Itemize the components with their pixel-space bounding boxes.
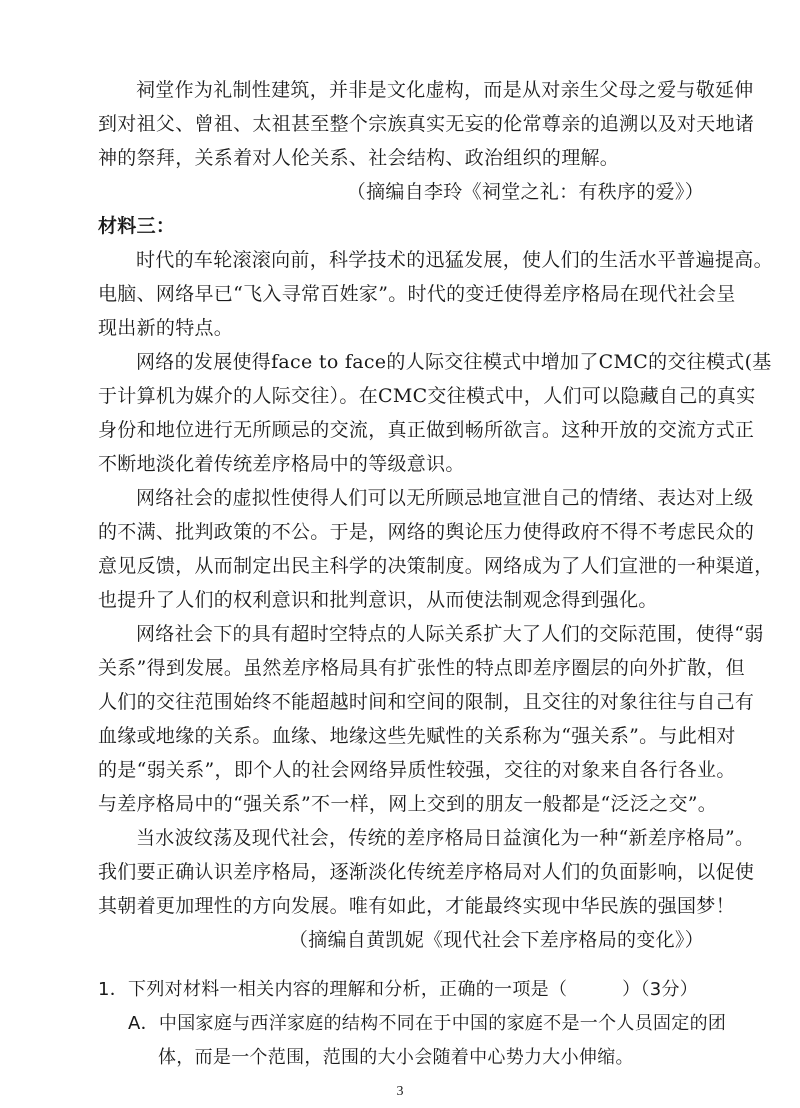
paragraph-line: 现出新的特点。: [98, 317, 234, 339]
question-1: 1．下列对材料一相关内容的理解和分析，正确的一项是（ ）（3分）: [98, 979, 699, 1000]
paragraph-line: 电脑、网络早已“飞入寻常百姓家”。时代的变迁使得差序格局在现代社会呈: [98, 283, 736, 305]
source-citation: （摘编自李玲《祠堂之礼：有秩序的爱》）: [346, 181, 704, 203]
paragraph-line: 不断地淡化着传统差序格局中的等级意识。: [98, 453, 465, 475]
passage-line: 祠堂作为礼制性建筑，并非是文化虚构，而是从对亲生父母之爱与敬延伸: [136, 79, 754, 101]
paragraph-line: 意见反馈，从而制定出民主科学的决策制度。网络成为了人们宣泄的一种渠道，: [98, 555, 774, 577]
option-a-line: 体，而是一个范围，范围的大小会随着中心势力大小伸缩。: [158, 1047, 634, 1068]
page-number: 3: [396, 1084, 404, 1099]
option-a-line: A．中国家庭与西洋家庭的结构不同在于中国的家庭不是一个人员固定的团: [128, 1013, 727, 1034]
paragraph-line: 我们要正确认识差序格局，逐渐淡化传统差序格局对人们的负面影响，以促使: [98, 861, 755, 883]
paragraph-line: 也提升了人们的权利意识和批判意识，从而使法制观念得到强化。: [98, 589, 658, 611]
paragraph-line: 身份和地位进行无所顾忌的交流，真正做到畅所欲言。这种开放的交流方式正: [98, 419, 755, 441]
source-citation: （摘编自黄凯妮《现代社会下差序格局的变化》）: [288, 929, 704, 951]
passage-line: 神的祭拜，关系着对人伦关系、社会结构、政治组织的理解。: [98, 147, 620, 169]
paragraph-line: 的不满、批判政策的不公。于是，网络的舆论压力使得政府不得不考虑民众的: [98, 521, 755, 543]
paragraph-line: 网络的发展使得face to face的人际交往模式中增加了CMC的交往模式(基: [136, 351, 772, 373]
paragraph-line: 网络社会下的具有超时空特点的人际关系扩大了人们的交际范围，使得“弱: [136, 623, 764, 645]
section-heading: 材料三：: [98, 215, 176, 237]
paragraph-line: 当水波纹荡及现代社会，传统的差序格局日益演化为一种“新差序格局”。: [136, 827, 755, 849]
paragraph-line: 人们的交往范围始终不能超越时间和空间的限制，且交往的对象往往与自己有: [98, 691, 755, 713]
paragraph-line: 网络社会的虚拟性使得人们可以无所顾忌地宣泄自己的情绪、表达对上级: [136, 487, 754, 509]
paragraph-line: 时代的车轮滚滚向前，科学技术的迅猛发展，使人们的生活水平普遍提高。: [136, 249, 773, 271]
paragraph-line: 与差序格局中的“强关系”不一样，网上交到的朋友一般都是“泛泛之交”。: [98, 793, 718, 815]
paragraph-line: 血缘或地缘的关系。血缘、地缘这些先赋性的关系称为“强关系”。与此相对: [98, 725, 736, 747]
paragraph-line: 关系”得到发展。虽然差序格局具有扩张性的特点即差序圈层的向外扩散，但: [98, 657, 745, 679]
passage-line: 到对祖父、曾祖、太祖甚至整个宗族真实无妄的伦常尊亲的追溯以及对天地诸: [98, 113, 755, 135]
paragraph-line: 于计算机为媒介的人际交往）。在CMC交往模式中，人们可以隐藏自己的真实: [98, 385, 756, 407]
paragraph-line: 的是“弱关系”，即个人的社会网络异质性较强，交往的对象来自各行各业。: [98, 759, 736, 781]
paragraph-line: 其朝着更加理性的方向发展。唯有如此，才能最终实现中华民族的强国梦！: [98, 895, 735, 917]
